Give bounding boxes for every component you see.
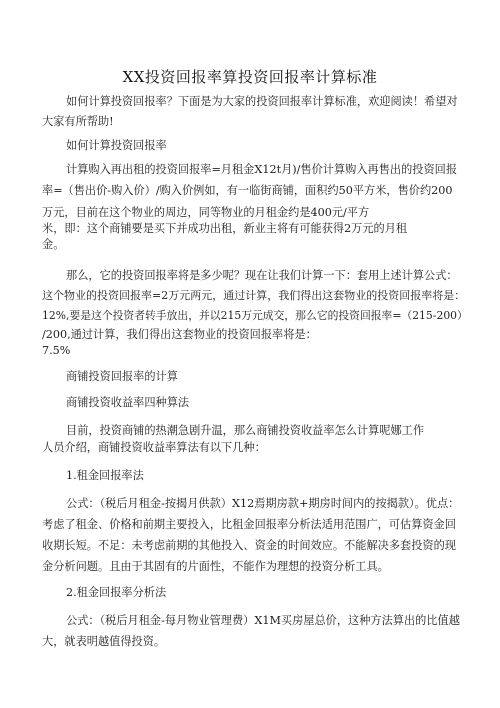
paragraph-line: 考虑了租金、价格和前期主要投入，比租金回报率分析法适用范围广，可估算资金回 [42,518,456,531]
paragraph-line: 金。 [42,238,65,251]
paragraph-line: 这个物业的投资回报率=2万元两元，通过计算，我们得出这套物业的投资回报率将是： [42,289,466,302]
section-heading: 商铺投资回报率的计算 [66,370,178,383]
paragraph-line: 米，即：这个商铺要是买下并成功出租，新业主将有可能获得2万元的月租 [42,222,408,235]
paragraph-line: 那么，它的投资回报率将是多少呢？现在让我们计算一下：套用上述计算公式： [66,269,458,282]
paragraph-line: 7.5% [42,344,71,357]
section-heading: 商铺投资收益率四种算法 [66,396,190,409]
section-heading: 如何计算投资回报率 [66,139,167,152]
intro-line-2: 大家有所帮助! [42,115,114,128]
method-heading: 2.租金回报率分析法 [66,586,167,599]
intro-line-1: 如何计算投资回报率？下面是为大家的投资回报率计算标准，欢迎阅读！希望对 [66,95,458,108]
paragraph-line: 计算购入再出租的投资回报率=月租金X12t月)/售价计算购入再售出的投资回报 [66,163,458,176]
paragraph-line: 目前，投资商铺的热潮急剧升温，那么商铺投资收益率怎么计算呢娜工作 [66,424,425,437]
paragraph-line: /200,通过计算，我们得出这套物业的投资回报率将是： [42,328,317,341]
paragraph-line: 公式：（税后月租金-每月物业管理费）X1M买房屋总价，这种方法算出的比值越 [66,614,460,627]
paragraph-line: 大，就表明越值得投资。 [42,635,166,648]
paragraph-line: 收期长短。不足：未考虑前期的其他投入、资金的时间效应。不能解决多套投资的现 [42,539,456,552]
paragraph-line: 人员介绍，商铺投资收益率算法有以下几种： [42,441,266,454]
paragraph-line: 12%,要是这个投资者转手放出，并以215万元成交，那么它的投资回报率=（215-200） [42,309,468,322]
paragraph-line: 公式：（税后月租金-按揭月供款）X12焉期房款+期房时间内的按揭款）。优点： [66,497,460,510]
method-heading: 1.租金回报率法 [66,469,144,482]
paragraph-line: 金分析问题。且由于其固有的片面性，不能作为理想的投资分析工具。 [42,560,389,573]
paragraph-line: 率=（售出价-购入价）/购入价例如，有一临街商铺，面积约50平方米，售价约200 [42,184,453,197]
paragraph-line: 万元，目前在这个物业的周边，同等物业的月租金约是400元/平方 [42,206,370,219]
document-title: XX投资回报率算投资回报率计算标准 [122,68,378,86]
